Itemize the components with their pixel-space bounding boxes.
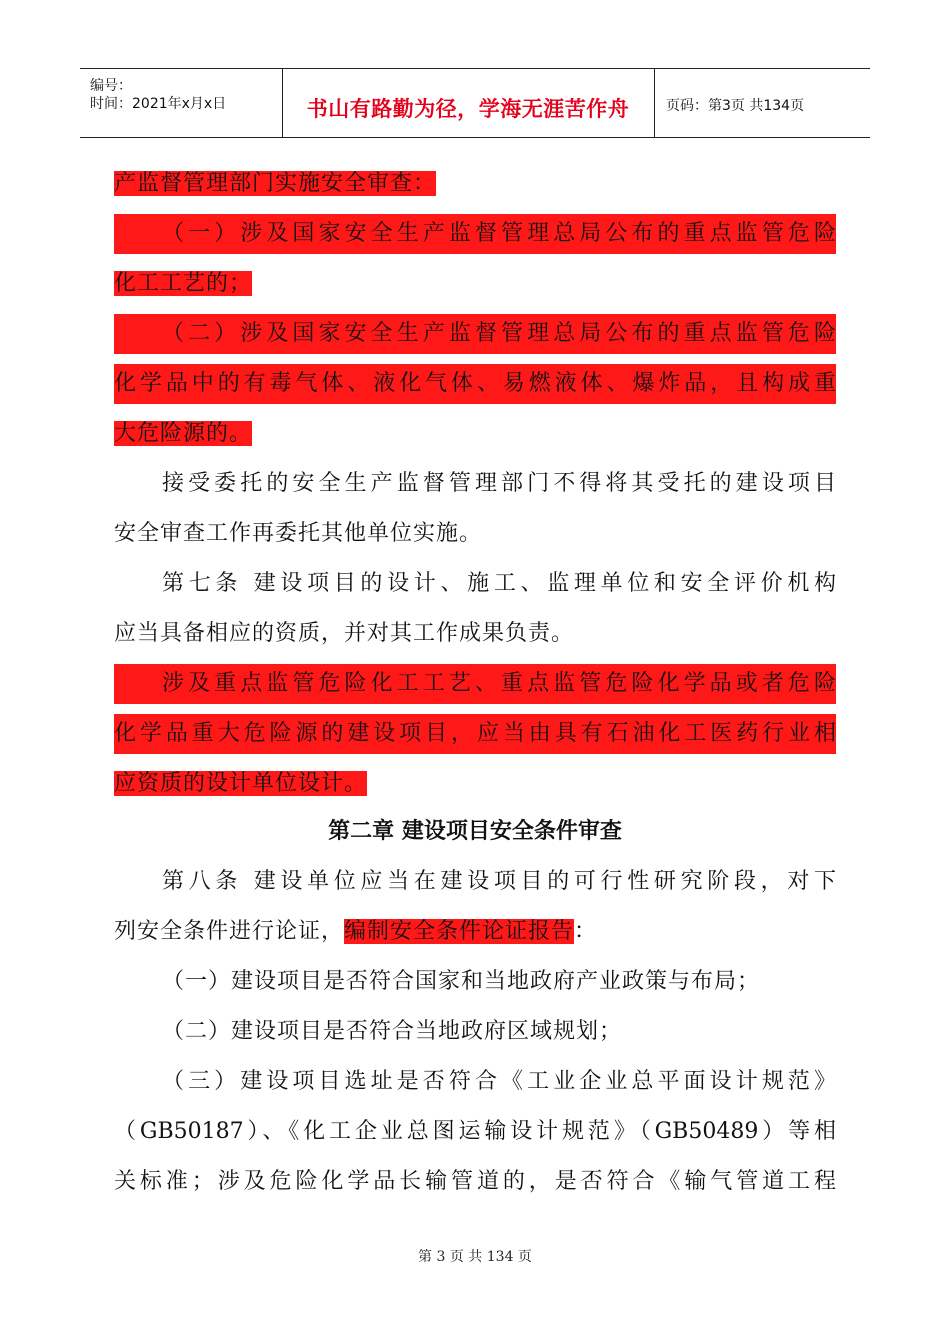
header-table (80, 68, 870, 138)
paragraph-line (114, 862, 836, 902)
highlighted-text: 应资质的设计单位设计。 (114, 771, 368, 796)
header-middle-cell (282, 69, 655, 137)
paragraph-line (114, 164, 836, 204)
time-label: 时间：2021年x月x日 (90, 96, 227, 112)
body-text: 接受委托的安全生产监督管理部门不得将其受托的建设项目 (162, 471, 836, 496)
highlighted-text: 产监督管理部门实施安全审查： (114, 171, 437, 196)
highlighted-text: 编制安全条件论证报告 (344, 919, 575, 944)
motto: 书山有路勤为径，学海无涯苦作舟 (306, 97, 630, 121)
highlighted-text: 大危险源的。 (114, 421, 253, 446)
paragraph-line (114, 714, 836, 754)
number-label: 编号： (90, 78, 132, 94)
highlighted-text: 化学品重大危险源的建设项目，应当由具有石油化工医药行业相 (114, 721, 836, 746)
highlighted-text: 涉及重点监管危险化工工艺、重点监管危险化学品或者危险 (162, 671, 836, 696)
paragraph-line (114, 214, 836, 254)
paragraph-line (114, 1112, 836, 1152)
body-text: （GB50187）、《化工企业总图运输设计规范》（GB50489）等相 (114, 1119, 836, 1144)
body-text: 列安全条件进行论证， (114, 919, 345, 944)
highlighted-text: 化学品中的有毒气体、液化气体、易燃液体、爆炸品，且构成重 (114, 371, 836, 396)
chapter-title: 第二章 建设项目安全条件审查 (328, 819, 622, 844)
highlighted-text: （一）涉及国家安全生产监督管理总局公布的重点监管危险 (162, 221, 836, 246)
body-text: 第八条 建设单位应当在建设项目的可行性研究阶段，对下 (162, 869, 836, 894)
body-text: （二）建设项目是否符合当地政府区域规划； (162, 1019, 623, 1044)
paragraph-line (114, 1012, 836, 1052)
paragraph-line (114, 664, 836, 704)
paragraph-line (114, 564, 836, 604)
page-label: 页码：第3页 共134页 (666, 98, 805, 114)
paragraph-line (114, 314, 836, 354)
header-right-cell (654, 69, 870, 137)
body-text: ： (574, 919, 598, 944)
body-text: 关标准；涉及危险化学品长输管道的，是否符合《输气管道工程 (114, 1169, 836, 1194)
page-footer: 第 3 页 共 134 页 (418, 1249, 532, 1265)
body-text: （一）建设项目是否符合国家和当地政府产业政策与布局； (162, 969, 761, 994)
paragraph-line (114, 1162, 836, 1202)
body-text: 应当具备相应的资质，并对其工作成果负责。 (114, 621, 575, 646)
header-left-cell (80, 69, 283, 137)
paragraph-line (114, 1062, 836, 1102)
paragraph-line (114, 962, 836, 1002)
highlighted-text: （二）涉及国家安全生产监督管理总局公布的重点监管危险 (162, 321, 836, 346)
paragraph-line (114, 414, 836, 454)
paragraph-line (114, 764, 836, 804)
paragraph-line (114, 514, 836, 554)
body-text: 安全审查工作再委托其他单位实施。 (114, 521, 483, 546)
body-text: （三）建设项目选址是否符合《工业企业总平面设计规范》 (162, 1069, 836, 1094)
paragraph-line (114, 464, 836, 504)
paragraph-line (114, 264, 836, 304)
paragraph-line (114, 912, 836, 952)
paragraph-line (114, 614, 836, 654)
body-text: 第七条 建设项目的设计、施工、监理单位和安全评价机构 (162, 571, 836, 596)
highlighted-text: 化工工艺的； (114, 271, 253, 296)
paragraph-line (114, 364, 836, 404)
